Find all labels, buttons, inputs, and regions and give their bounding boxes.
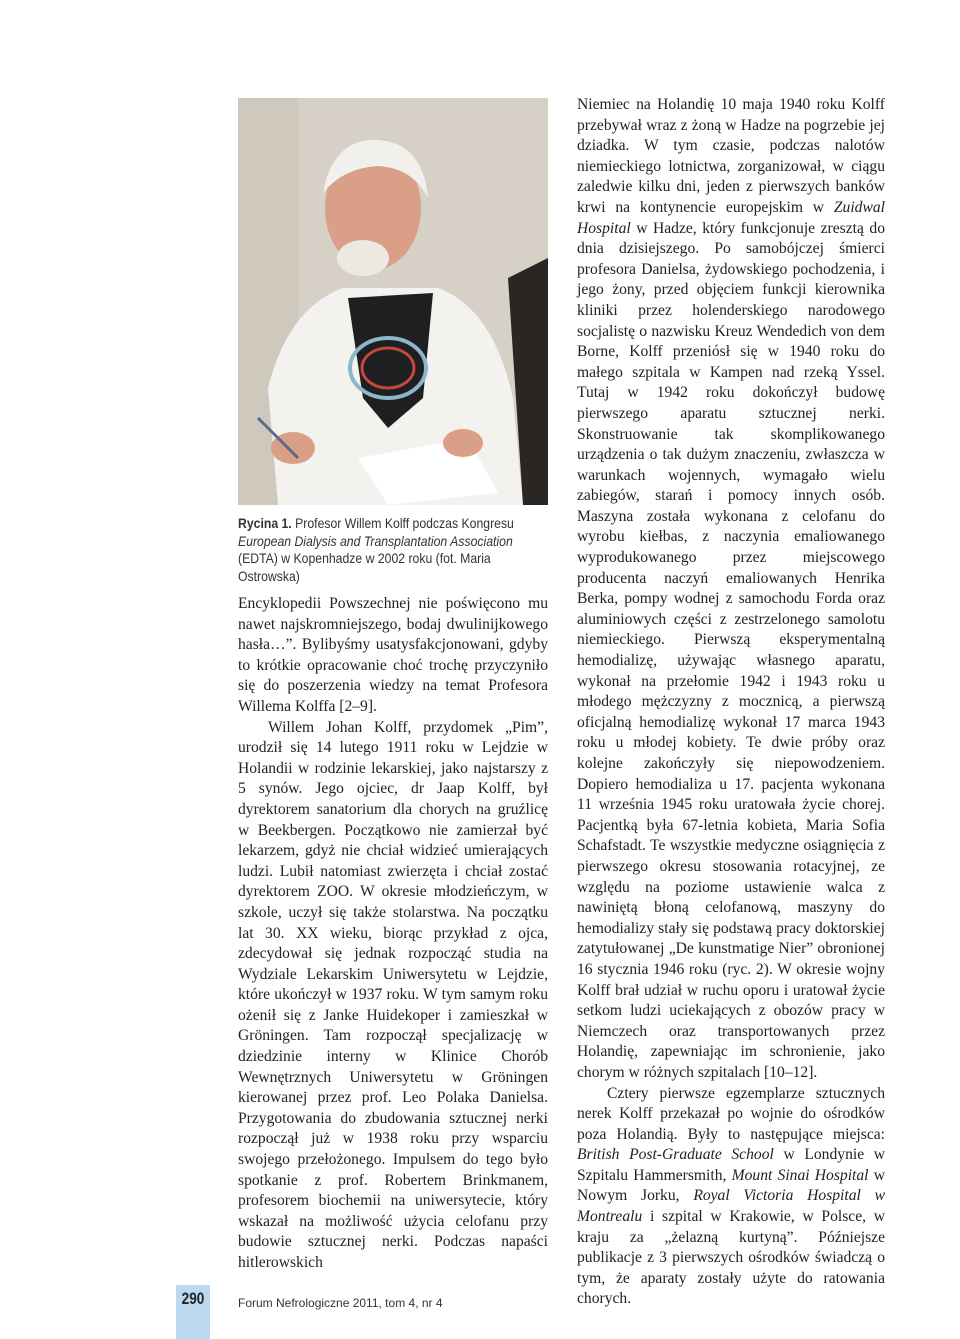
left-paragraph-1: Encyklopedii Powszechnej nie poświęcono mu nawet najskromniejszego, bodaj dwulinijkowego hasła…”. Bylibyśmy usatysfakcjonowani, gdyby to krótkie opracowanie choć trochę przyczyniło się do poszerzenia wiedzy na temat Profesora Willema Kolffa [2–9]. — [238, 595, 548, 715]
figure-photo — [238, 98, 548, 505]
caption-text-a: Profesor Willem Kolff podczas Kongresu — [291, 516, 514, 531]
figure-caption — [238, 515, 549, 585]
left-column — [238, 594, 548, 1274]
caption-text-italic: European Dialysis and Transplantation Association — [238, 533, 513, 549]
caption-text-b: (EDTA) w Kopenhadze w 2002 roku (fot. Maria Ostrowska) — [238, 551, 491, 584]
caption-label: Rycina 1. — [238, 516, 292, 531]
right-p2-text-a: Cztery pierwsze egzemplarze sztucznych nerek Kolff przekazał po wojnie do ośrodków poza Holandią. Były to następujące miejsca: — [577, 1084, 885, 1143]
right-p1-italic: Zuidwal Hospital — [577, 198, 885, 237]
right-p1-text-b: w Hadze, który funkcjonuje zresztą do dnia dzisiejszego. Po samobójczej śmierci profesora Danielsa, żydowskiego pochodzenia, i jego żony, przed objęciem funkcji kierownika kliniki przez holenderskiego narodowego socjalistę o nazwisku Kreuz Wendedich von dem Borne, Kolff przeniósł się w 1940 roku do małego szpitala w Kampen nad rzeką Yssel. Tutaj w 1942 roku dokończył budowę pierwszego aparatu sztucznej nerki. Skonstruowanie tak skomplikowanego urządzenia o tak dużym znaczeniu, zwłaszcza w warunkach wojennych, wymagało wielu zabiegów, starań i pomocy innych osób. Maszyna została wykonana z celofanu do wyrobu kiełbas, z naczynia emaliowanego wyprodukowanego przez miejscowego producenta naczyń emaliowanych Henrika Berka, pompy wodnej z samochodu Forda oraz aluminiowych części z zestrzelonego samolotu niemieckiego. Pierwszą eksperymentalną hemodializę, używając własnego aparatu, wykonał na przełomie 1942 i 1943 roku u młodego mężczyzny z mocznicą, a pierwszą oficjalną hemodializę wykonał 17 marca 1943 roku u młodej kobiety. Te dwie próby oraz kolejne zakończyły się niepowodzeniem. Dopiero hemodializa u 17. pacjenta wykonana 11 września 1945 roku uratowała życie chorej. Pacjentką była 67-letnia kobieta, Maria Sofia Schafstadt. Te wszystkie medyczne osiągnięcia z pierwszego okresu stosowania rotacyjnej, ze względu na poziome ustawienie walca z nawiniętą błoną celofanową, maszyny do hemodializy stały się podstawą pracy doktorskiej zatytułowanej „De kunstmatige Nier” obronionej 16 stycznia 1946 roku (ryc. 2). W okresie wojny Kolff brał udział w ruchu oporu i uratował życie setkom ludzi uciekających z obozów pracy w Niemczech oraz transportowanych przez Holandię, zapewniając im schronienie, jako chorym w różnych szpitalach [10–12]. — [577, 219, 885, 1081]
right-p2-text-b: w Londynie w Szpitalu Hammersmith, — [577, 1146, 886, 1184]
right-paragraph-2 — [577, 1084, 885, 1311]
right-column — [577, 95, 885, 1310]
right-p2-italic-1: British Post-Graduate School — [577, 1146, 774, 1164]
right-p2-italic-3: Royal Victoria Hospital w Montrealu — [577, 1187, 886, 1226]
right-p2-text-c: w Nowym Jorku, — [577, 1166, 885, 1205]
page-number: 290 — [181, 1289, 205, 1308]
right-p1-text-a: Niemiec na Holandię 10 maja 1940 roku Kolff przebywał wraz z żoną w Hadze na pogrzebie jej dziadka. W tym czasie, podczas nalotów niemieckiego lotnictwa, zorganizował, w ciągu zaledwie kilku dni, jeden z pierwszych banków krwi na kontynencie europejskim w — [577, 96, 885, 216]
journal-footer: Forum Nefrologiczne 2011, tom 4, nr 4 — [238, 1296, 443, 1310]
left-paragraph-2: Willem Johan Kolff, przydomek „Pim”, urodził się 14 lutego 1911 roku w Lejdzie w Holandii w rodzinie lekarskiej, jako najstarszy z 5 synów. Jego ojciec, dr Jaap Kolff, był dyrektorem sanatorium dla chorych na gruźlicę w Beekbergen. Początkowo nie zamierzał być lekarzem, gdyż nie chciał widzieć umierających ludzi. Lubił natomiast zwierzęta i chciał zostać dyrektorem ZOO. W okresie młodzieńczym, w szkole, uczył się także stolarstwa. Na początku lat 30. XX wieku, biorąc przykład z ojca, zdecydował się jednak rozpocząć studia na Wydziale Lekarskim Uniwersytetu w Lejdzie, które ukończył w 1937 roku. W tym samym roku ożenił się z Janke Huidekoper i zamieszkał w Gröningen. Tam rozpoczął specjalizację w dziedzinie interny w Klinice Chorób Wewnętrznych Uniwersytetu w Gröningen kierowanej przez prof. Leo Polaka Danielsa. Przygotowania do zbudowania sztucznej nerki rozpoczął już w 1938 roku przy wsparciu swojego przełożonego. Impulsem do tego było spotkanie z prof. Robertem Brinkmanem, profesorem biochemii na uniwersytecie, który wskazał na możliwość użycia celofanu przy budowie sztucznej nerki. Podczas napaści hitlerowskich — [238, 718, 548, 1271]
right-p2-italic-2: Mount Sinai Hospital — [731, 1166, 869, 1184]
photo-illustration — [238, 98, 548, 505]
right-paragraph-1 — [577, 95, 885, 1084]
right-p2-text-d: i szpital w Krakowie, w Polsce, w kraju za „żelazną kurtyną”. Późniejsze publikacje z 3 pierwszych ośrodków świadczą o tym, że aparaty zostały użyte do ratowania chorych. — [577, 1208, 885, 1308]
